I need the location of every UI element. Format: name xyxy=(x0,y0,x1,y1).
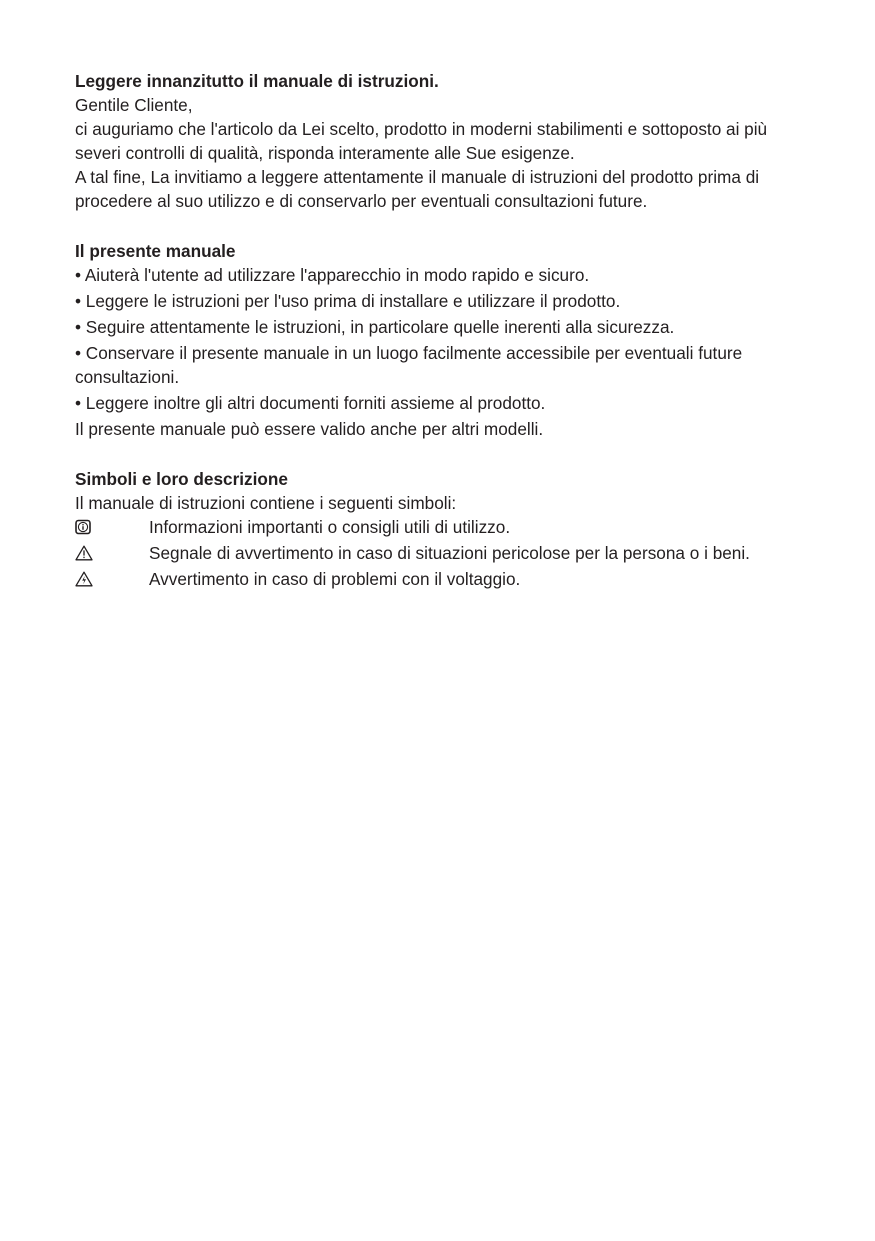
manual-bullet: • Seguire attentamente le istruzioni, in particolare quelle inerenti alla sicurezza. xyxy=(75,317,675,337)
symbol-description: Informazioni importanti o consigli utili di utilizzo. xyxy=(149,517,511,537)
symbol-description: Segnale di avvertimento in caso di situazioni pericolose per la persona o i beni. xyxy=(149,543,750,563)
symbols-heading: Simboli e loro descrizione xyxy=(75,469,288,489)
manual-bullet: • Aiuterà l'utente ad utilizzare l'apparecchio in modo rapido e sicuro. xyxy=(75,265,590,285)
manual-bullet: • Leggere le istruzioni per l'uso prima di installare e utilizzare il prodotto. xyxy=(75,291,621,311)
manual-heading: Il presente manuale xyxy=(75,241,236,261)
symbol-row-voltage xyxy=(75,567,805,593)
warning-triangle-icon xyxy=(75,541,149,565)
intro-heading: Leggere innanzitutto il manuale di istruzioni. xyxy=(75,71,439,91)
info-icon xyxy=(75,515,149,539)
greeting: Gentile Cliente, xyxy=(75,95,193,115)
manual-bullet: • Leggere inoltre gli altri documenti forniti assieme al prodotto. xyxy=(75,393,546,413)
symbols-section xyxy=(75,467,805,593)
symbol-description: Avvertimento in caso di problemi con il voltaggio. xyxy=(149,569,521,589)
manual-bullet: • Conservare il presente manuale in un luogo facilmente accessibile per eventuali future consultazioni. xyxy=(75,343,743,387)
manual-note: Il presente manuale può essere valido anche per altri modelli. xyxy=(75,419,544,439)
symbol-row-info xyxy=(75,515,805,541)
intro-paragraph-2: A tal fine, La invitiamo a leggere attentamente il manuale di istruzioni del prodotto prima di procedere al suo utilizzo e di conservarlo per eventuali consultazioni future. xyxy=(75,167,760,211)
manual-section xyxy=(75,239,805,441)
symbols-intro: Il manuale di istruzioni contiene i seguenti simboli: xyxy=(75,493,457,513)
manual-page xyxy=(75,69,805,619)
symbol-row-warning xyxy=(75,541,805,567)
intro-paragraph-1: ci auguriamo che l'articolo da Lei scelto, prodotto in moderni stabilimenti e sottoposto ai più severi controlli di qualità, risponda interamente alle Sue esigenze. xyxy=(75,119,768,163)
intro-section xyxy=(75,69,805,213)
high-voltage-icon xyxy=(75,567,149,591)
